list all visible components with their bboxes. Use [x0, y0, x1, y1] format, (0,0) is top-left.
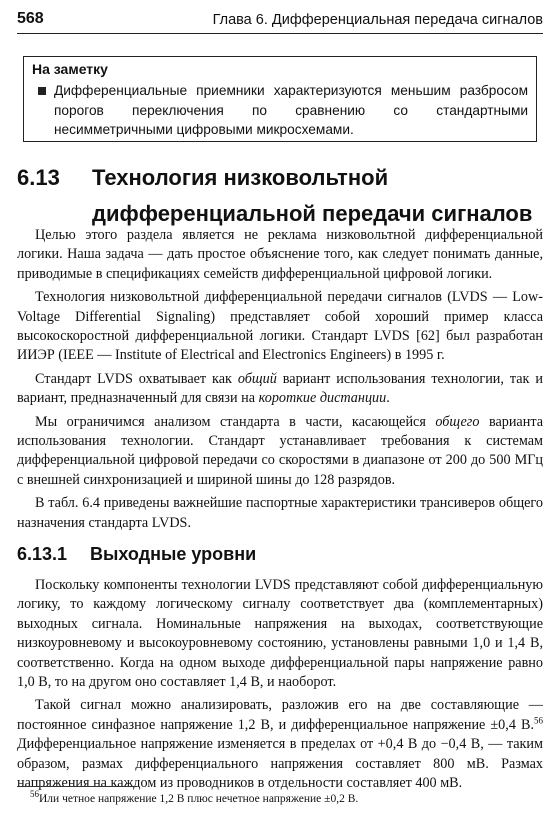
paragraph: Мы ограничимся анализом стандарта в части, касающейся общего варианта использования технологии. Стандарт устанавливает требования к системам дифференциальной цифровой передачи со скоростями в диапазоне от 200 до 500 МГц с внешней синхронизацией и шириной шины до 128 разрядов. — [17, 413, 543, 488]
paragraph: Стандарт LVDS охватывает как общий вариант использования технологии, так и вариант, предназначенный для связи на короткие дистанции. — [17, 370, 543, 407]
note-box — [23, 56, 537, 142]
subsection-heading — [17, 544, 256, 565]
footnote-divider — [17, 786, 137, 787]
emphasis: общего — [435, 413, 480, 430]
section-body — [17, 226, 543, 537]
note-text: Дифференциальные приемники характеризуются меньшим разбросом порогов переключения по сравнению со стандартными несимметричными цифровыми микросхемами. — [54, 83, 528, 137]
subsection-number: 6.13.1 — [17, 544, 68, 564]
subsection-title: Выходные уровни — [90, 544, 257, 564]
emphasis: короткие дистанции — [258, 390, 387, 407]
note-item — [32, 81, 528, 140]
emphasis: общий — [237, 370, 277, 387]
section-title: Технология низковольтной дифференциальной передачи сигналов — [92, 165, 533, 226]
footnote — [30, 789, 359, 805]
paragraph: Поскольку компоненты технологии LVDS представляют собой дифференциальную логику, то каждому логическому сигналу соответствует два (комплементарных) выходных сигнала. Номинальные напряжения на выходах, соответствующие низкоуровневому и высокоуровневому состоянию, установлены равными 1,0 и 1,4 В, соответственно. Когда на одном выходе дифференциальной пары напряжение равно 1,0 В, то на другом оно составляет 1,4 В, и наоборот. — [17, 577, 543, 691]
footnote-text: Или четное напряжение 1,2 В плюс нечетное напряжение ±0,2 В. — [39, 793, 359, 805]
chapter-running-head: Глава 6. Дифференциальная передача сигналов — [212, 12, 543, 28]
running-header — [17, 10, 543, 34]
paragraph: Технология низковольтной дифференциальной передачи сигналов (LVDS — Low-Voltage Differential Signaling) представляет собой хороший пример класса высокоскоростной дифференциальной логики. Стандарт LVDS [62] был разработан ИИЭР (IEEE — Institute of Electrical and Electronics Engineers) в 1995 г. — [17, 289, 543, 364]
square-bullet-icon — [38, 87, 46, 95]
page-number: 568 — [17, 10, 44, 27]
paragraph: Целью этого раздела является не реклама низковольтной дифференциальной логики. Наша задача — дать простое объяснение того, как следует понимать данные, приводимые в спецификациях семейств дифференциальной цифровой логики. — [17, 227, 543, 282]
note-title: На заметку — [32, 61, 108, 77]
footnote-ref[interactable]: 56 — [534, 715, 543, 726]
paragraph: В табл. 6.4 приведены важнейшие паспортные характеристики трансиверов общего назначения стандарта LVDS. — [17, 495, 543, 531]
footnote-number: 56 — [30, 789, 39, 800]
paragraph: Такой сигнал можно анализировать, разложив его на две составляющие — постоянное синфазное напряжение 1,2 В, и дифференциальное напряжение ±0,4 В.$^{56}$ Дифференциальное напряжение изменяется в пределах от +0,4 В до −0,4 В, — таким образом, размах дифференциального напряжения составляет 800 мВ. Размах напряжения на каждом из проводников в отдельности составляет 400 мВ. — [17, 697, 543, 792]
section-number: 6.13 — [17, 165, 60, 190]
